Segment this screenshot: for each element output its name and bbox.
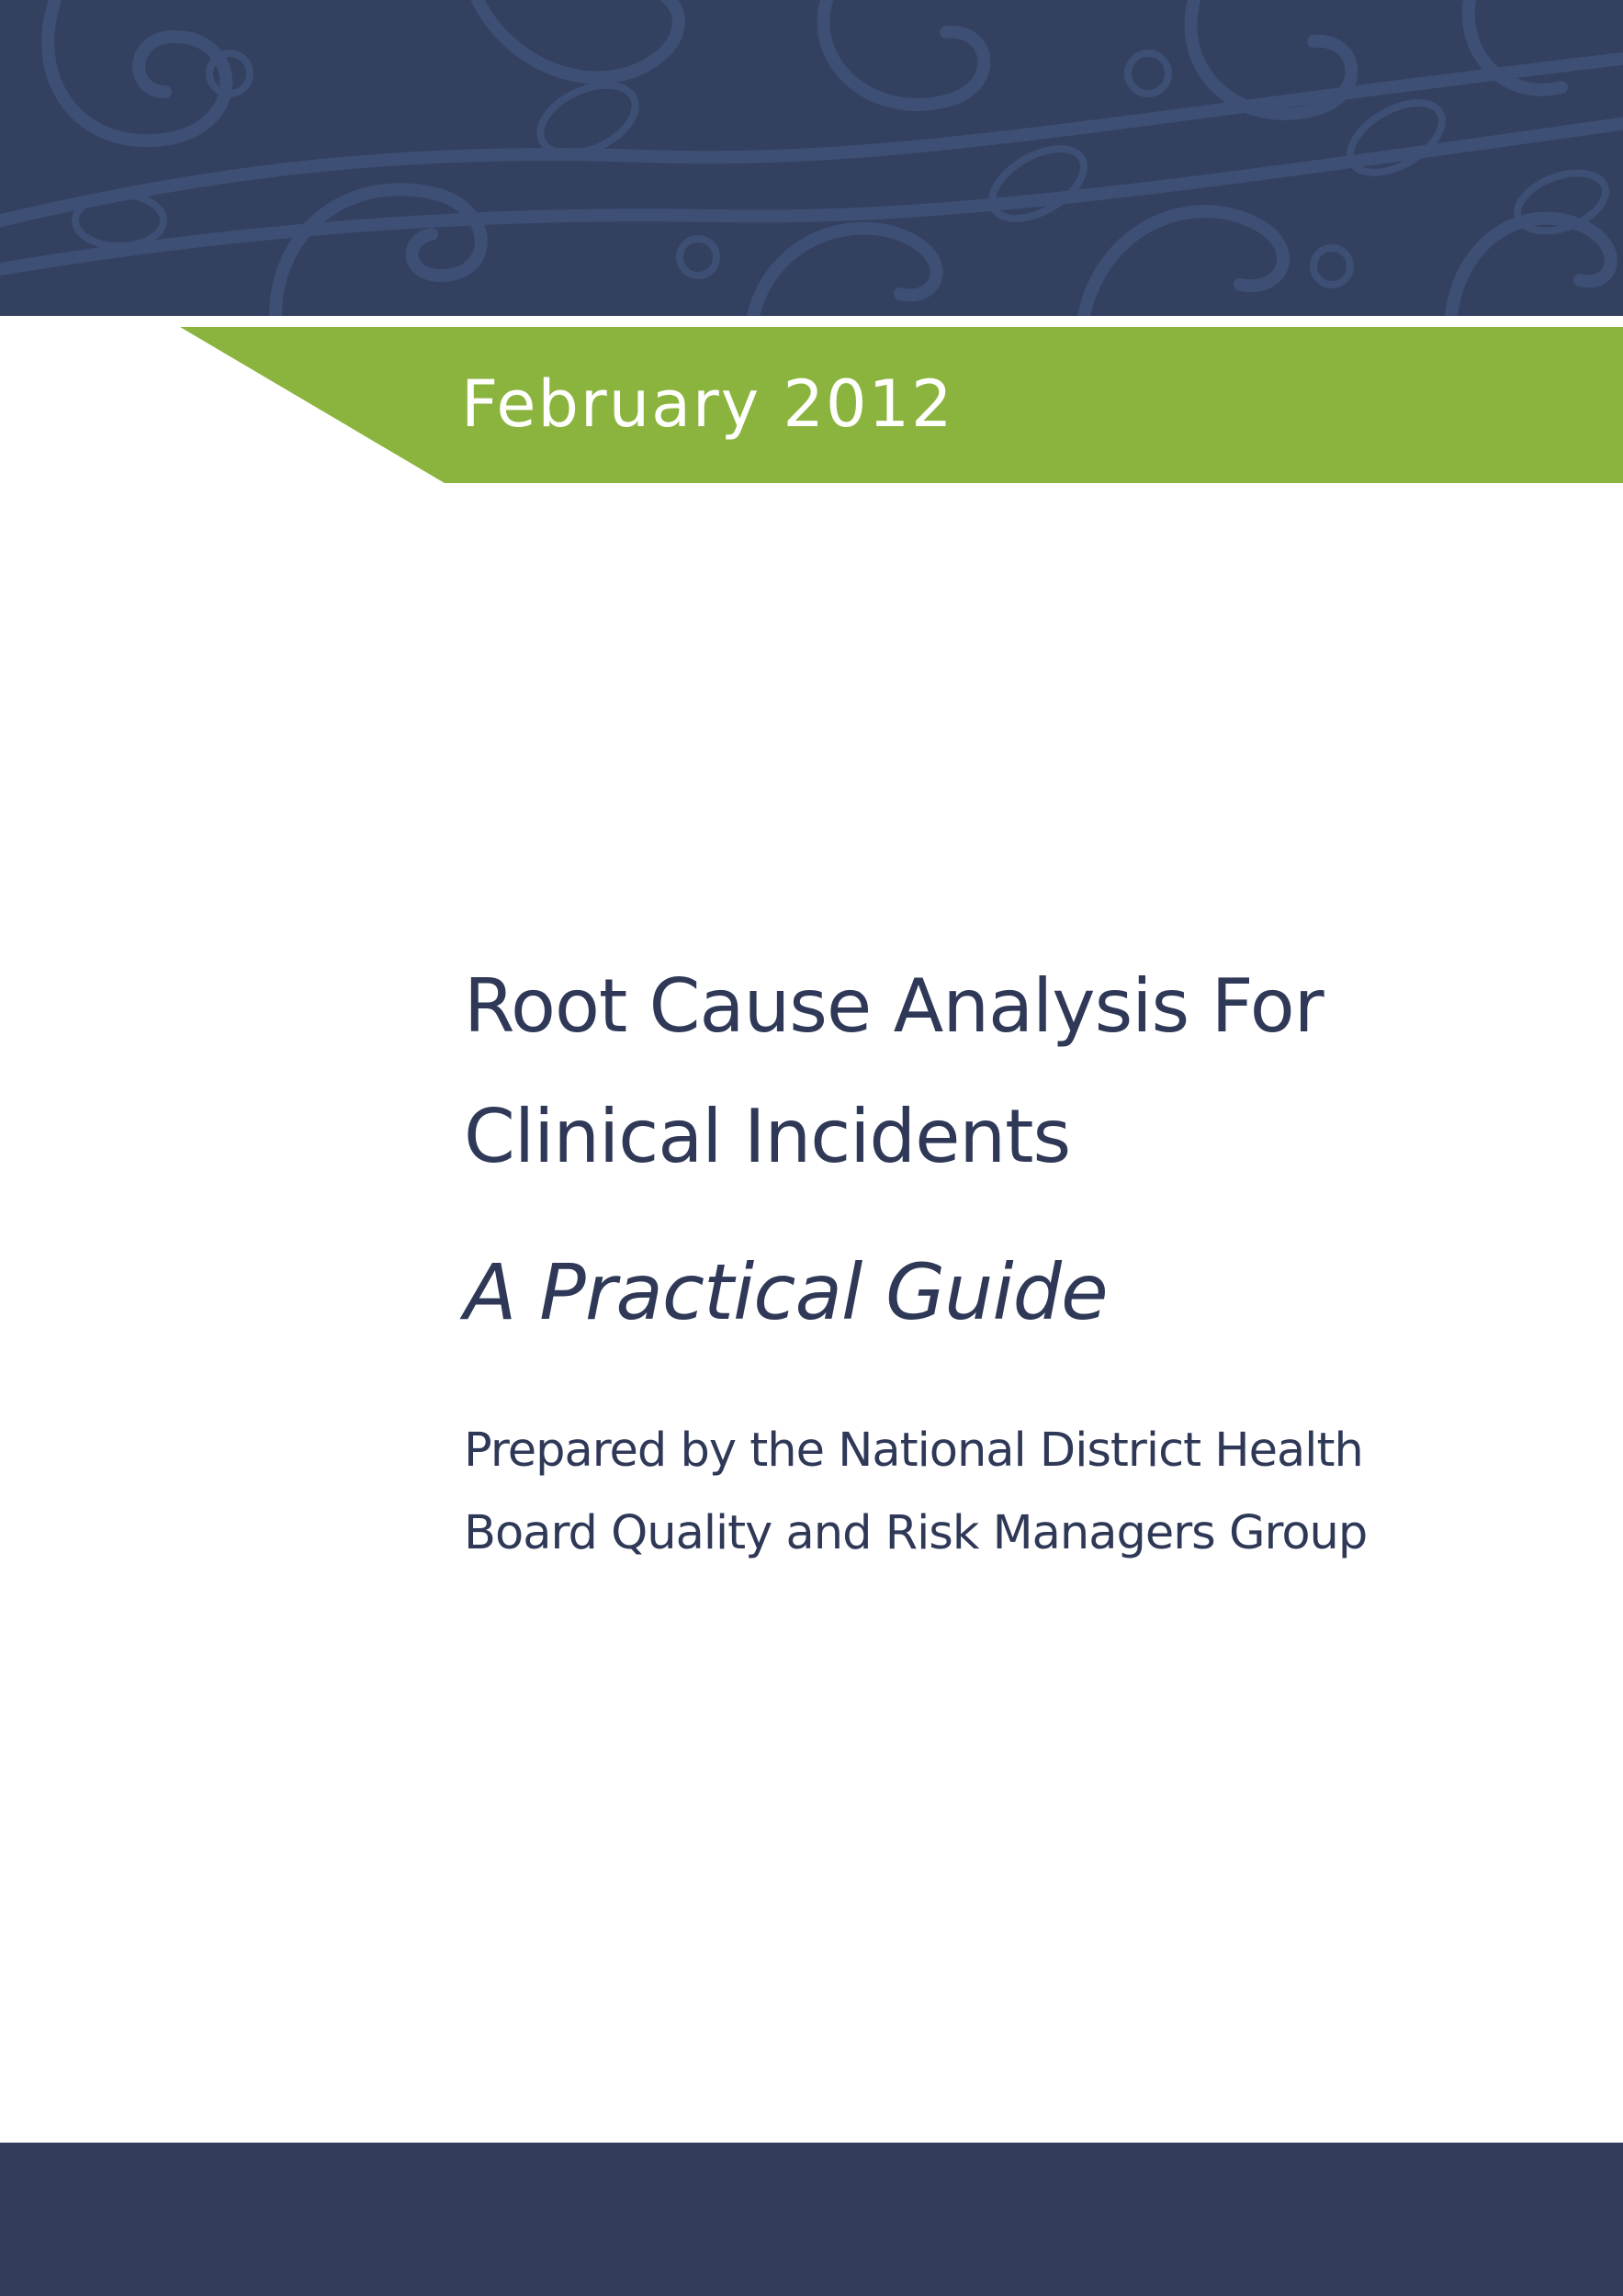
publication-date: February 2012 [461, 366, 954, 442]
date-banner [0, 327, 1623, 483]
prepared-by-statement [464, 1410, 1520, 1575]
koru-pattern-graphic [0, 0, 1623, 316]
title-line-1: Root Cause Analysis For [464, 963, 1324, 1049]
document-subtitle: A Practical Guide [464, 1247, 1108, 1337]
title-line-2: Clinical Incidents [464, 1094, 1071, 1179]
header-pattern-band [0, 0, 1623, 316]
document-title [464, 941, 1520, 1202]
prepared-line-2: Board Quality and Risk Managers Group [464, 1506, 1368, 1560]
footer-band [0, 2143, 1623, 2296]
cover-content [464, 941, 1520, 1575]
prepared-line-1: Prepared by the National District Health [464, 1424, 1363, 1478]
